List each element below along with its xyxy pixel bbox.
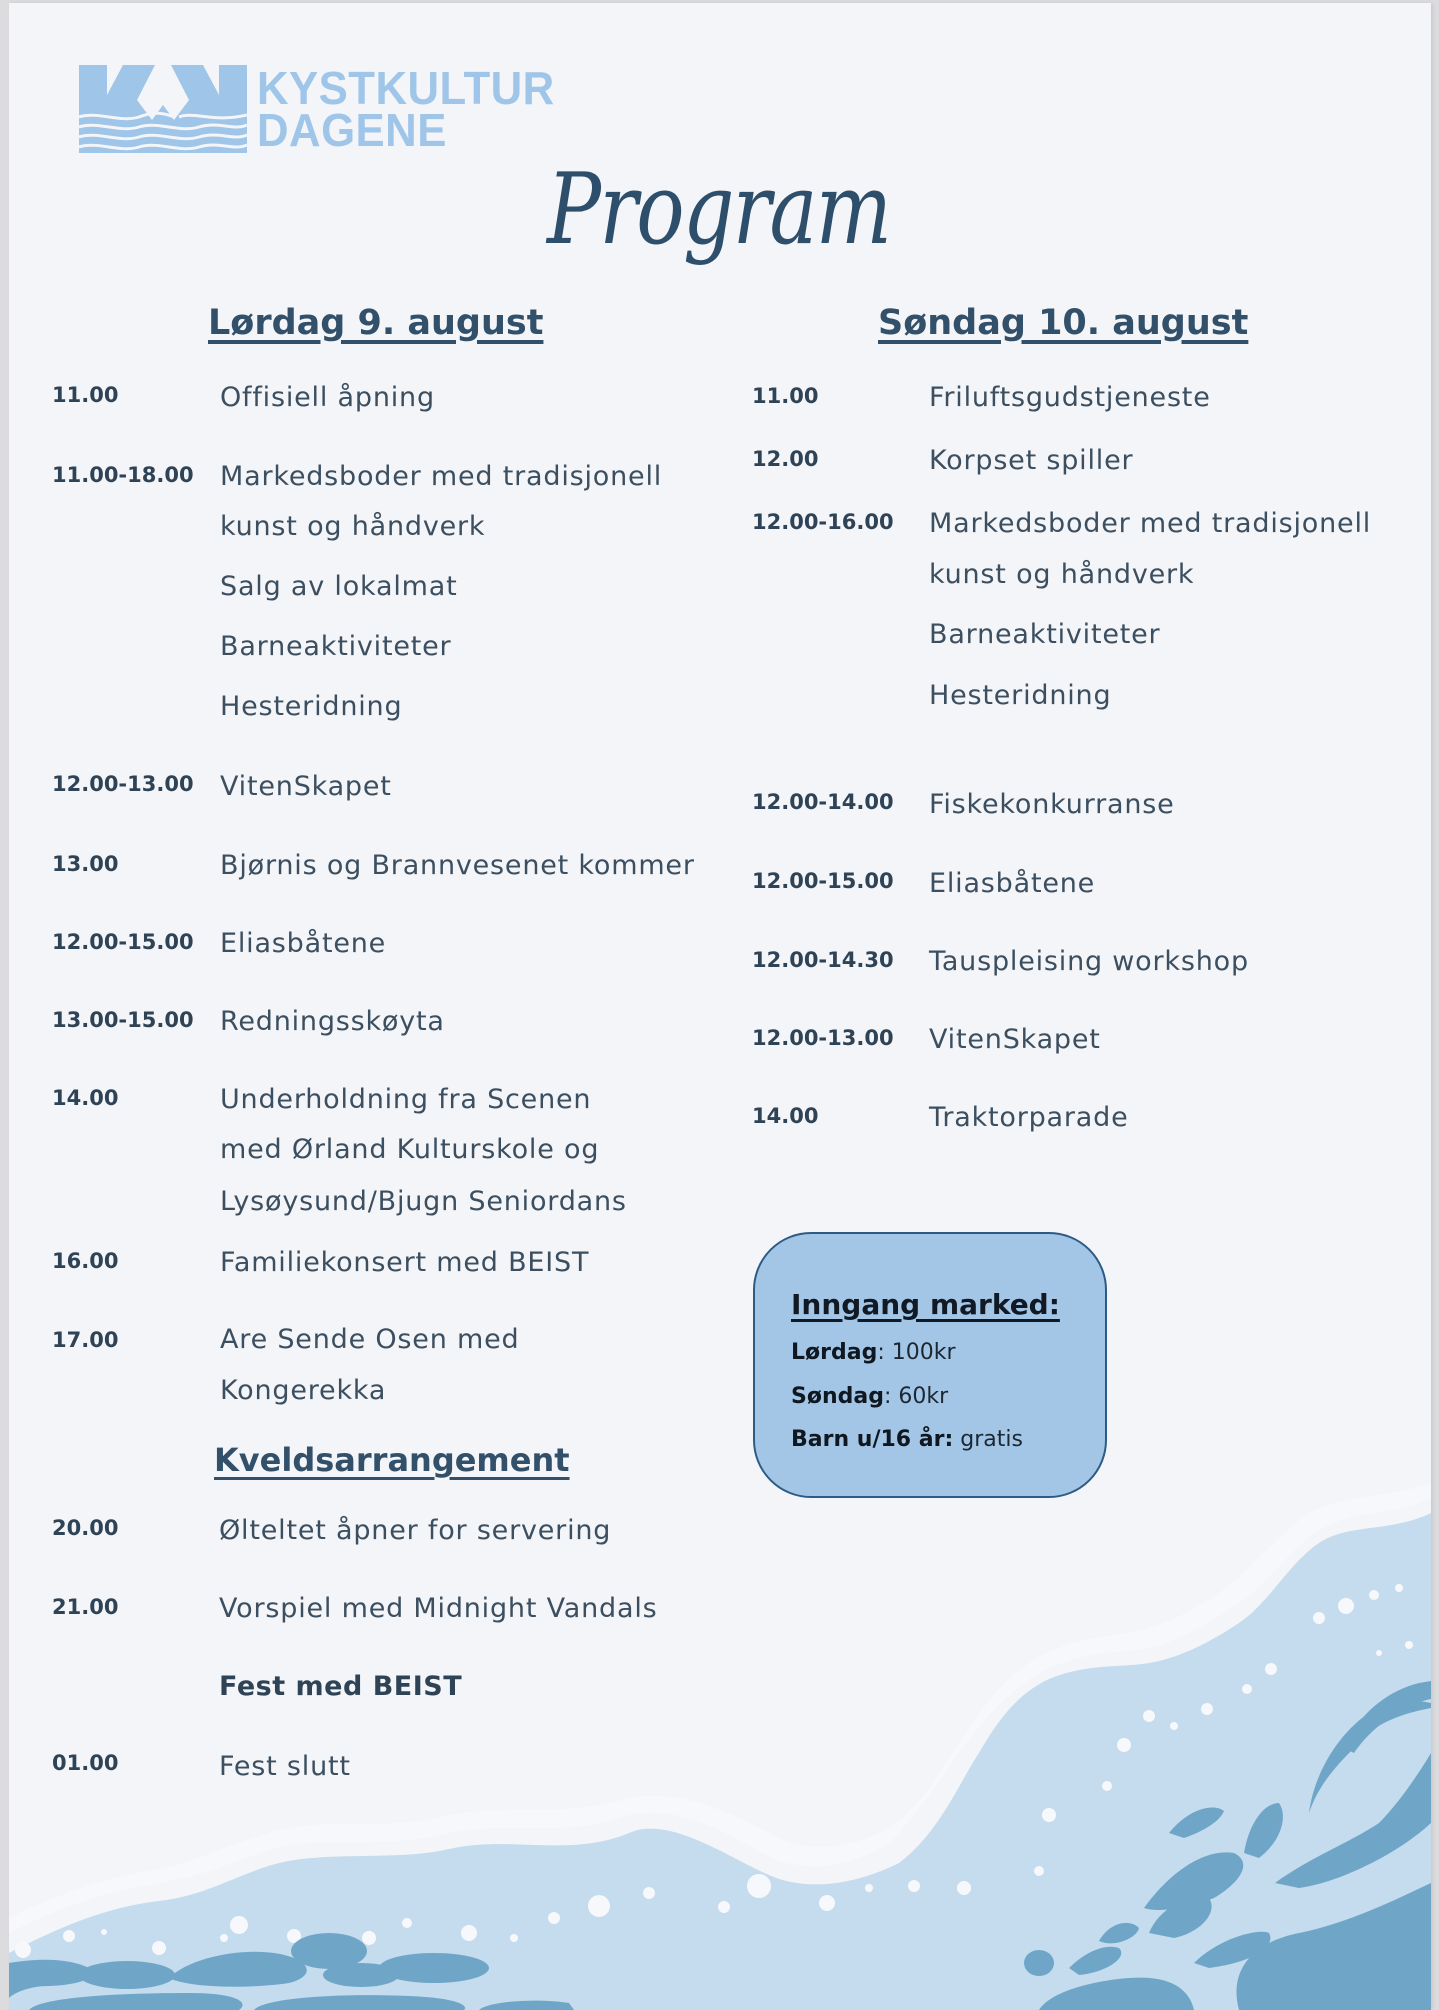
price-row-children <box>791 1427 1023 1452</box>
price-label: Barn u/16 år: <box>791 1427 954 1452</box>
event-title: Markedsboder med tradisjonell <box>220 461 663 492</box>
logo-line-1: KYSTKULTUR <box>257 62 555 114</box>
price-value: 100kr <box>884 1340 956 1365</box>
price-label: Søndag <box>791 1384 884 1409</box>
event-title: Markedsboder med tradisjonell <box>929 508 1372 539</box>
logo-line-2: DAGENE <box>257 104 447 156</box>
event-title: Friluftsgudstjeneste <box>929 382 1211 413</box>
price-row-sunday <box>791 1384 948 1409</box>
price-row-saturday <box>791 1340 956 1365</box>
event-time: 17.00 <box>52 1328 119 1352</box>
event-time: 11.00 <box>752 384 819 408</box>
event-title: Offisiell åpning <box>220 382 435 413</box>
event-title: Lysøysund/Bjugn Seniordans <box>220 1186 627 1217</box>
program-poster <box>9 3 1431 2010</box>
event-title: VitenSkapet <box>929 1024 1101 1055</box>
event-time: 12.00-13.00 <box>752 1026 894 1050</box>
price-separator: : <box>883 1384 892 1409</box>
price-label: Lørdag <box>791 1340 878 1365</box>
evening-heading: Kveldsarrangement <box>214 1441 570 1479</box>
event-title: Korpset spiller <box>929 445 1134 476</box>
event-title: Hesteridning <box>929 680 1112 711</box>
event-title: Tauspleising workshop <box>929 946 1249 977</box>
event-time: 14.00 <box>52 1086 119 1110</box>
entrance-price-box <box>753 1232 1107 1498</box>
kd-wave-logo-icon <box>79 65 247 153</box>
event-time: 20.00 <box>52 1516 119 1540</box>
event-title: Fiskekonkurranse <box>929 789 1175 820</box>
event-title: Vorspiel med Midnight Vandals <box>219 1593 658 1624</box>
event-title: kunst og håndverk <box>929 559 1195 590</box>
event-time: 12.00-16.00 <box>752 510 894 534</box>
event-title: Familiekonsert med BEIST <box>220 1247 590 1278</box>
event-title-highlight: Fest med BEIST <box>219 1671 463 1702</box>
event-time: 12.00-15.00 <box>752 869 894 893</box>
event-title: Underholdning fra Scenen <box>220 1084 592 1115</box>
kystkulturdagene-logo <box>79 62 619 165</box>
price-value: gratis <box>953 1427 1023 1452</box>
event-title: Traktorparade <box>929 1102 1129 1133</box>
event-title: VitenSkapet <box>220 771 392 802</box>
saturday-heading: Lørdag 9. august <box>208 303 544 343</box>
event-time: 16.00 <box>52 1249 119 1273</box>
event-time: 12.00-13.00 <box>52 772 194 796</box>
event-time: 21.00 <box>52 1595 119 1619</box>
event-title: Barneaktiviteter <box>220 631 452 662</box>
event-time: 11.00 <box>52 383 119 407</box>
event-title: Bjørnis og Brannvesenet kommer <box>220 850 695 881</box>
event-time: 13.00-15.00 <box>52 1008 194 1032</box>
event-time: 12.00-14.00 <box>752 790 894 814</box>
event-time: 12.00 <box>752 447 819 471</box>
event-time: 11.00-18.00 <box>52 463 194 487</box>
event-title: Ølteltet åpner for servering <box>219 1515 612 1546</box>
event-title: Eliasbåtene <box>220 928 387 959</box>
entrance-heading: Inngang marked: <box>791 1288 1060 1321</box>
price-value: 60kr <box>891 1384 949 1409</box>
price-separator: : <box>877 1340 885 1365</box>
event-title: Redningsskøyta <box>220 1006 445 1037</box>
event-title: Fest slutt <box>219 1751 351 1782</box>
event-time: 01.00 <box>52 1751 119 1775</box>
sunday-heading: Søndag 10. august <box>878 303 1249 343</box>
page-title: Program <box>547 153 891 267</box>
event-title: Eliasbåtene <box>929 868 1096 899</box>
event-time: 14.00 <box>752 1104 819 1128</box>
event-title: Hesteridning <box>220 691 403 722</box>
event-title: med Ørland Kulturskole og <box>220 1134 600 1165</box>
event-title: kunst og håndverk <box>220 511 486 542</box>
event-time: 12.00-14.30 <box>752 948 894 972</box>
event-time: 13.00 <box>52 852 119 876</box>
event-title: Barneaktiviteter <box>929 619 1161 650</box>
event-time: 12.00-15.00 <box>52 930 194 954</box>
event-title: Salg av lokalmat <box>220 571 458 602</box>
event-title: Are Sende Osen med <box>220 1324 520 1355</box>
event-title: Kongerekka <box>220 1375 387 1406</box>
